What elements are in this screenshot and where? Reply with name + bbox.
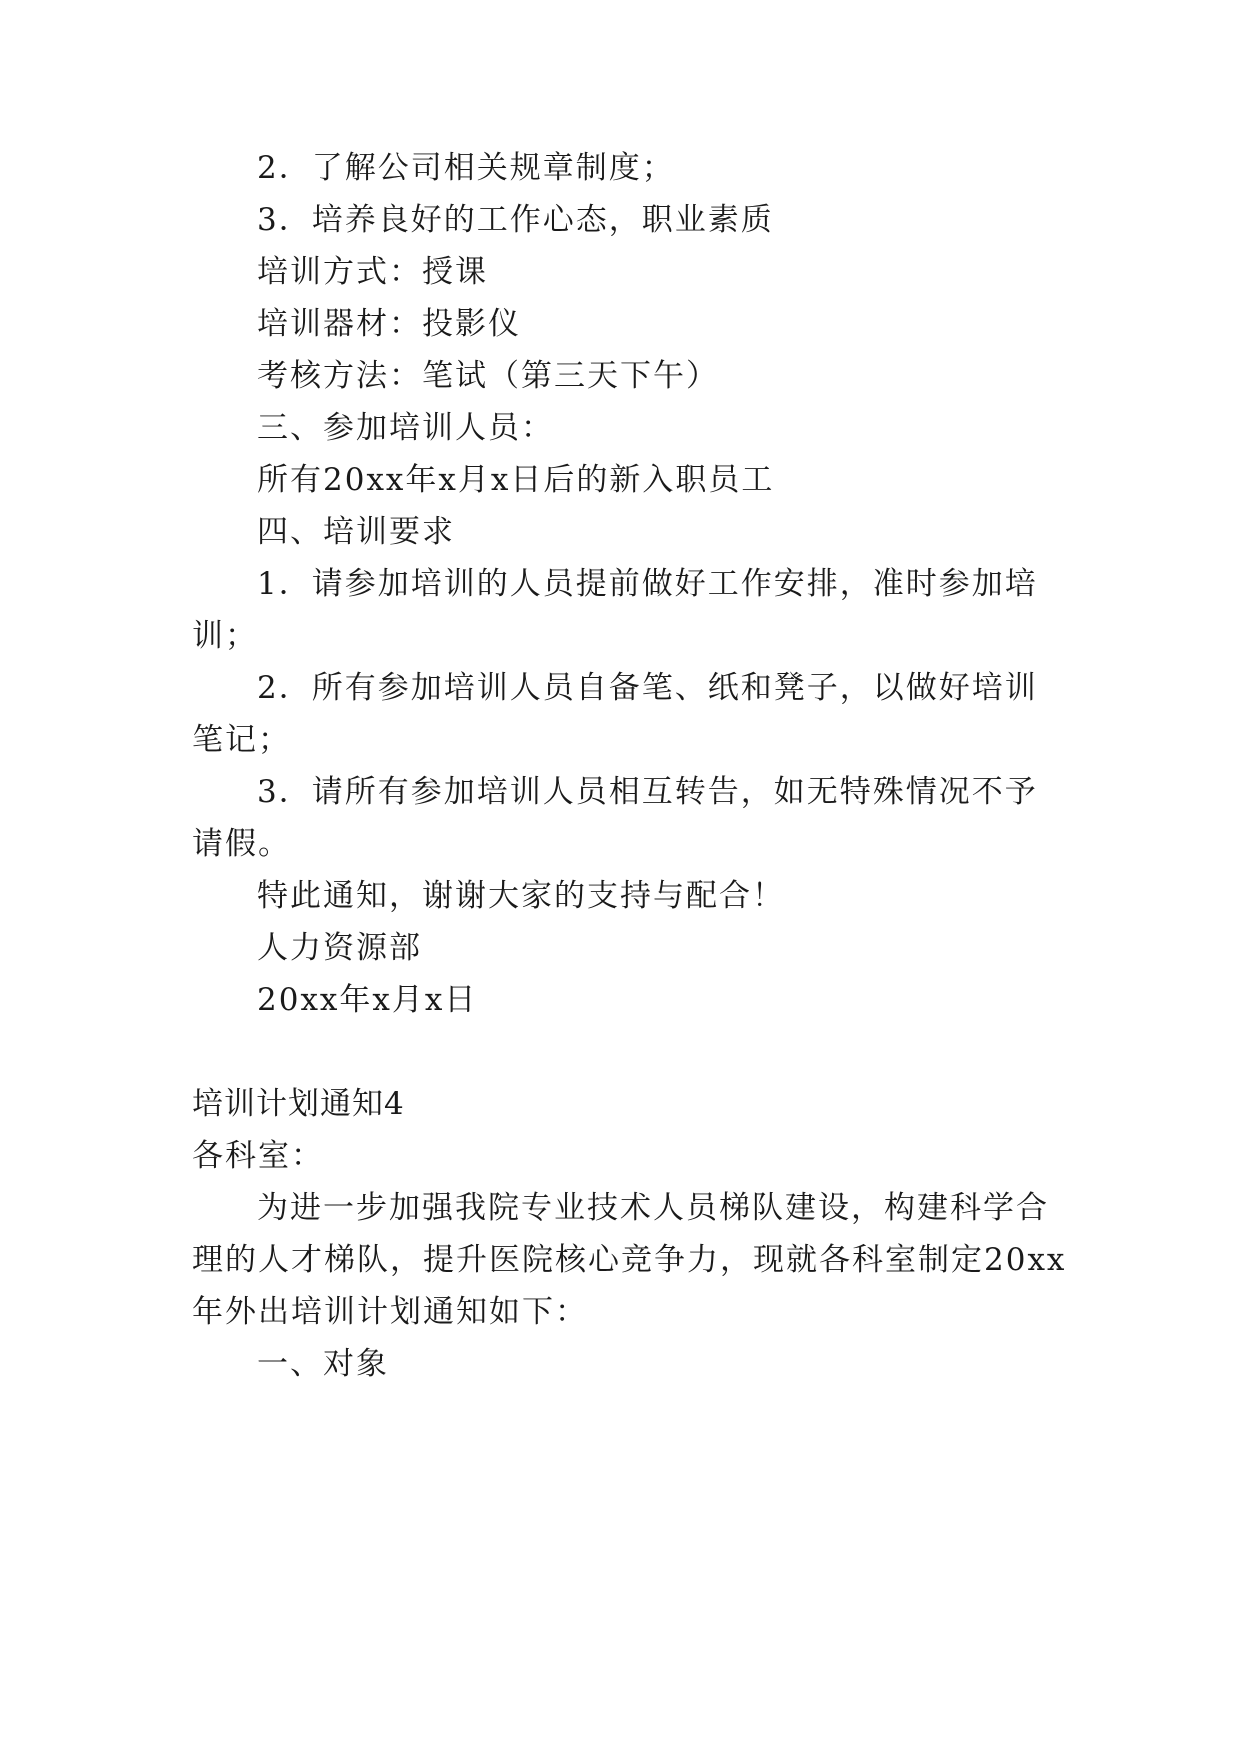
participants-text: 所有20xx年x月x日后的新入职员工: [257, 462, 775, 498]
notice-4-paragraph-line-3: 年外出培训计划通知如下：: [192, 1294, 588, 1330]
closing-note: 特此通知，谢谢大家的支持与配合！: [257, 878, 785, 914]
notice-4-section-heading-target: 一、对象: [257, 1346, 389, 1382]
requirement-2: 2．所有参加培训人员自备笔、纸和凳子，以做好培训: [257, 670, 1038, 706]
signature-date: 20xx年x月x日: [257, 982, 478, 1018]
requirement-3-cont: 请假。: [192, 826, 291, 862]
training-method: 培训方式：授课: [257, 254, 488, 290]
requirement-1-cont: 训；: [192, 618, 258, 654]
assessment-method: 考核方法：笔试（第三天下午）: [257, 358, 719, 394]
signature-department: 人力资源部: [257, 930, 422, 966]
requirement-2-cont: 笔记；: [192, 722, 291, 758]
notice-4-salutation: 各科室：: [192, 1138, 324, 1174]
requirement-3: 3．请所有参加培训人员相互转告，如无特殊情况不予: [257, 774, 1038, 810]
requirement-1: 1．请参加培训的人员提前做好工作安排，准时参加培: [257, 566, 1038, 602]
rule-item-2: 2．了解公司相关规章制度；: [257, 150, 675, 186]
notice-4-paragraph-line-2: 理的人才梯队，提升医院核心竞争力，现就各科室制定20xx: [192, 1242, 1067, 1278]
notice-4-title: 培训计划通知4: [192, 1086, 405, 1122]
section-heading-requirements: 四、培训要求: [257, 514, 455, 550]
section-heading-participants: 三、参加培训人员：: [257, 410, 554, 446]
training-equipment: 培训器材：投影仪: [257, 306, 521, 342]
notice-4-paragraph-line-1: 为进一步加强我院专业技术人员梯队建设，构建科学合: [257, 1190, 1049, 1226]
rule-item-3: 3．培养良好的工作心态，职业素质: [257, 202, 774, 238]
